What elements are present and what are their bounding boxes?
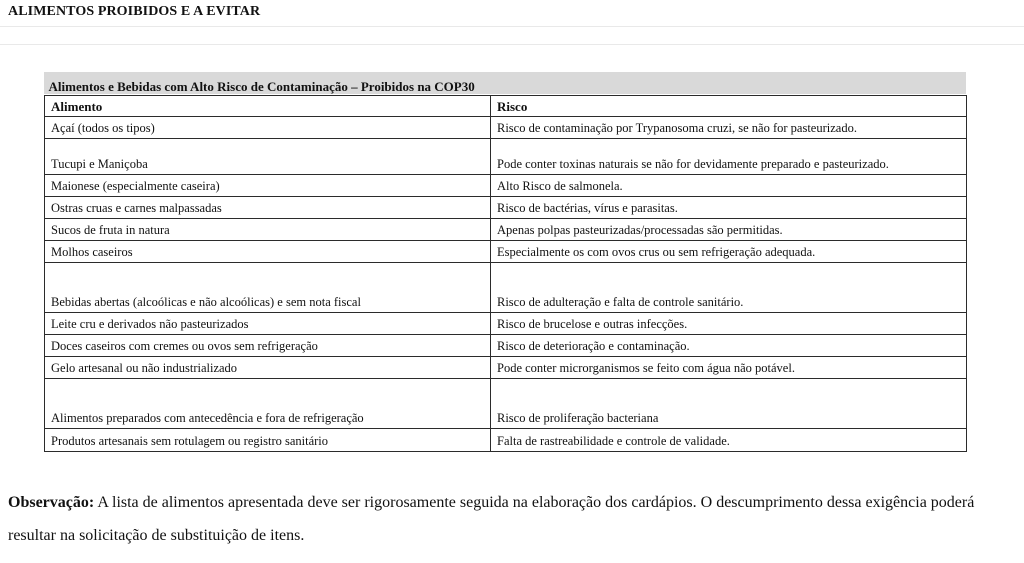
cell-alimento: Produtos artesanais sem rotulagem ou registro sanitário — [45, 429, 491, 452]
cell-alimento: Bebidas abertas (alcoólicas e não alcoólicas) e sem nota fiscal — [45, 263, 491, 313]
column-header-alimento: Alimento — [45, 96, 491, 117]
observation-text: A lista de alimentos apresentada deve ser rigorosamente seguida na elaboração dos cardápios. O descumprimento dessa exigência poderá resultar na solicitação de substituição de itens. — [8, 494, 975, 544]
cell-alimento: Doces caseiros com cremes ou ovos sem refrigeração — [45, 335, 491, 357]
table-row — [45, 357, 967, 379]
table-row — [45, 313, 967, 335]
cell-risco: Risco de adulteração e falta de controle sanitário. — [491, 263, 967, 313]
cell-alimento: Alimentos preparados com antecedência e fora de refrigeração — [45, 379, 491, 429]
table-row — [45, 175, 967, 197]
cell-risco: Falta de rastreabilidade e controle de validade. — [491, 429, 967, 452]
table-row — [45, 139, 967, 175]
page-heading: ALIMENTOS PROIBIDOS E A EVITAR — [8, 4, 261, 19]
cell-risco: Pode conter toxinas naturais se não for devidamente preparado e pasteurizado. — [491, 139, 967, 175]
table-row — [45, 263, 967, 313]
scan-artifact-line — [0, 44, 1024, 45]
cell-risco: Risco de brucelose e outras infecções. — [491, 313, 967, 335]
table-row — [45, 241, 967, 263]
cell-alimento: Molhos caseiros — [45, 241, 491, 263]
cell-alimento: Gelo artesanal ou não industrializado — [45, 357, 491, 379]
cell-risco: Risco de contaminação por Trypanosoma cruzi, se não for pasteurizado. — [491, 117, 967, 139]
cell-risco: Apenas polpas pasteurizadas/processadas são permitidas. — [491, 219, 967, 241]
table-row — [45, 219, 967, 241]
table-row — [45, 335, 967, 357]
table-row — [45, 117, 967, 139]
table-row — [45, 197, 967, 219]
table-row — [45, 379, 967, 429]
cell-alimento: Tucupi e Maniçoba — [45, 139, 491, 175]
cell-risco: Especialmente os com ovos crus ou sem refrigeração adequada. — [491, 241, 967, 263]
table-title: Alimentos e Bebidas com Alto Risco de Contaminação – Proibidos na COP30 — [45, 74, 967, 96]
column-header-risco: Risco — [491, 96, 967, 117]
observation-note — [8, 486, 1018, 552]
cell-alimento: Maionese (especialmente caseira) — [45, 175, 491, 197]
scan-artifact-line — [0, 26, 1024, 27]
table-row — [45, 429, 967, 452]
cell-risco: Risco de deterioração e contaminação. — [491, 335, 967, 357]
cell-alimento: Açaí (todos os tipos) — [45, 117, 491, 139]
cell-alimento: Ostras cruas e carnes malpassadas — [45, 197, 491, 219]
cell-risco: Pode conter microrganismos se feito com água não potável. — [491, 357, 967, 379]
observation-label: Observação: — [8, 494, 95, 511]
cell-alimento: Sucos de fruta in natura — [45, 219, 491, 241]
cell-risco: Risco de bactérias, vírus e parasitas. — [491, 197, 967, 219]
cell-risco: Alto Risco de salmonela. — [491, 175, 967, 197]
restricted-foods-table-wrap — [44, 74, 966, 452]
cell-risco: Risco de proliferação bacteriana — [491, 379, 967, 429]
restricted-foods-table — [44, 74, 967, 452]
cell-alimento: Leite cru e derivados não pasteurizados — [45, 313, 491, 335]
